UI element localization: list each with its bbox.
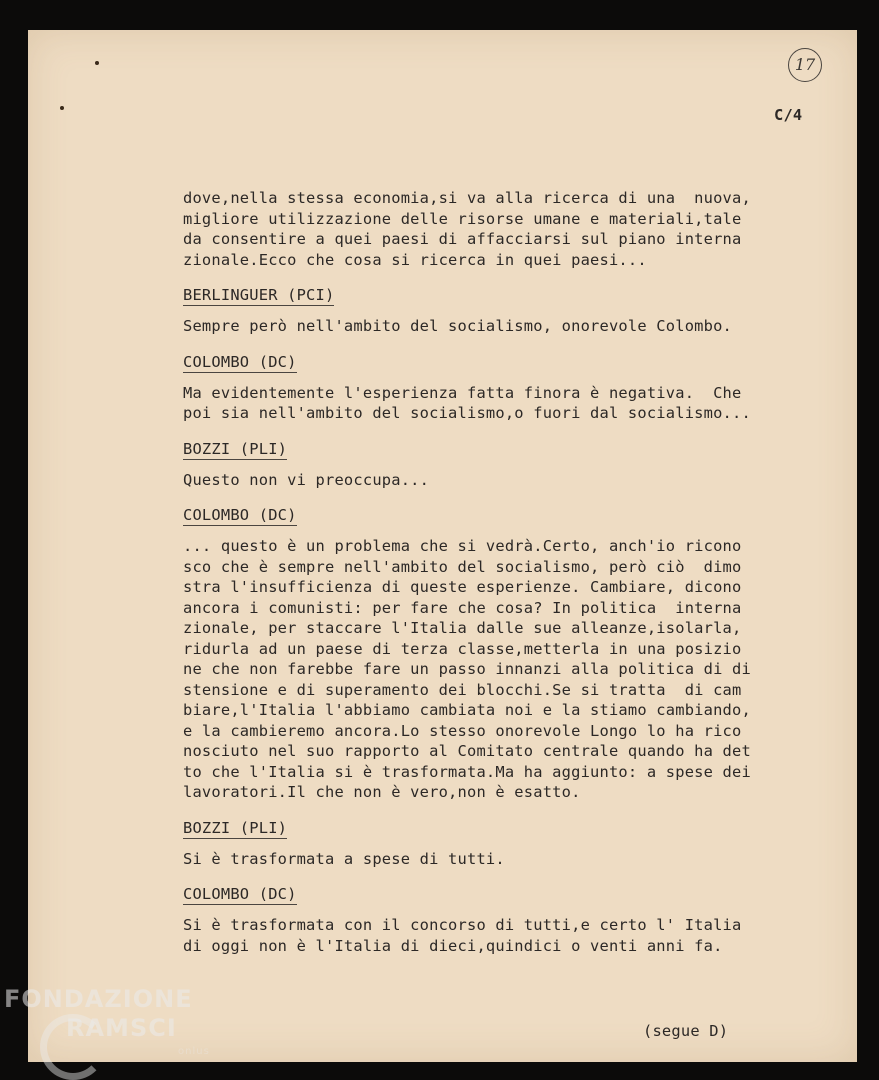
transcript-text: ... questo è un problema che si vedrà.Certo, anch'io ricono sco che è sempre nell'ambito del socialismo, però ciò dimo stra l'insufficienza di queste esperienze. Cambiare, dicono ancora i comunisti: per fare che cosa? In politica interna zionale, per staccare l'Italia dalle sue alleanze,isolarla, ridurla ad un paese di terza classe,metterla in una posizio ne che non farebbe fare un passo innanzi alla politica di di stensione e di superamento dei blocchi.Se si tratta di cam biare,l'Italia l'abbiamo cambiata noi e la stiamo cambiando, e la cambieremo ancora.Lo stesso onorevole Longo lo ha rico nosciuto nel suo rapporto al Comitato centrale quando ha det to che l'Italia si è trasformata.Ma ha aggiunto: a spese dei lavoratori.Il che non è vero,non è esatto. <box>183 537 751 801</box>
section-code: C/4 <box>774 106 803 124</box>
speaker-heading: BERLINGUER (PCI) <box>183 286 335 304</box>
handwritten-page-number: 17 <box>788 48 822 82</box>
archive-watermark <box>4 984 210 1057</box>
transcript-text: dove,nella stessa economia,si va alla ricerca di una nuova, migliore utilizzazione delle risorse umane e materiali,tale da consentire a quei paesi di affacciarsi sul piano interna zionale.Ecco che cosa si ricerca in quei paesi... <box>183 189 751 269</box>
typewritten-page <box>28 30 857 1062</box>
watermark-line1: FONDAZIONE <box>4 985 193 1013</box>
paper-speck <box>95 61 99 65</box>
transcript-text: Si è trasformata con il concorso di tutti,e certo l' Italia di oggi non è l'Italia di dieci,quindici o venti anni fa. <box>183 916 742 955</box>
speaker-heading: COLOMBO (DC) <box>183 885 297 903</box>
speaker-heading: COLOMBO (DC) <box>183 506 297 524</box>
speaker-heading: BOZZI (PLI) <box>183 439 288 458</box>
transcript-text: Si è trasformata a spese di tutti. <box>183 849 505 868</box>
watermark-sub: onlus <box>178 1046 210 1057</box>
transcript-body <box>183 188 843 956</box>
transcript-text: Ma evidentemente l'esperienza fatta finora è negativa. Che poi sia nell'ambito del socialismo,o fuori dal socialismo... <box>183 383 751 422</box>
watermark-g-icon <box>40 1014 106 1080</box>
speaker-heading: BOZZI (PLI) <box>183 818 288 837</box>
paper-speck <box>60 106 64 110</box>
transcript-text: Sempre però nell'ambito del socialismo, onorevole Colombo. <box>183 317 733 335</box>
speaker-heading: COLOMBO (DC) <box>183 352 297 371</box>
transcript-text: Questo non vi preoccupa... <box>183 470 430 489</box>
continuation-note: (segue D) <box>643 1022 729 1040</box>
watermark-line2: RAMSCI <box>66 1014 177 1042</box>
